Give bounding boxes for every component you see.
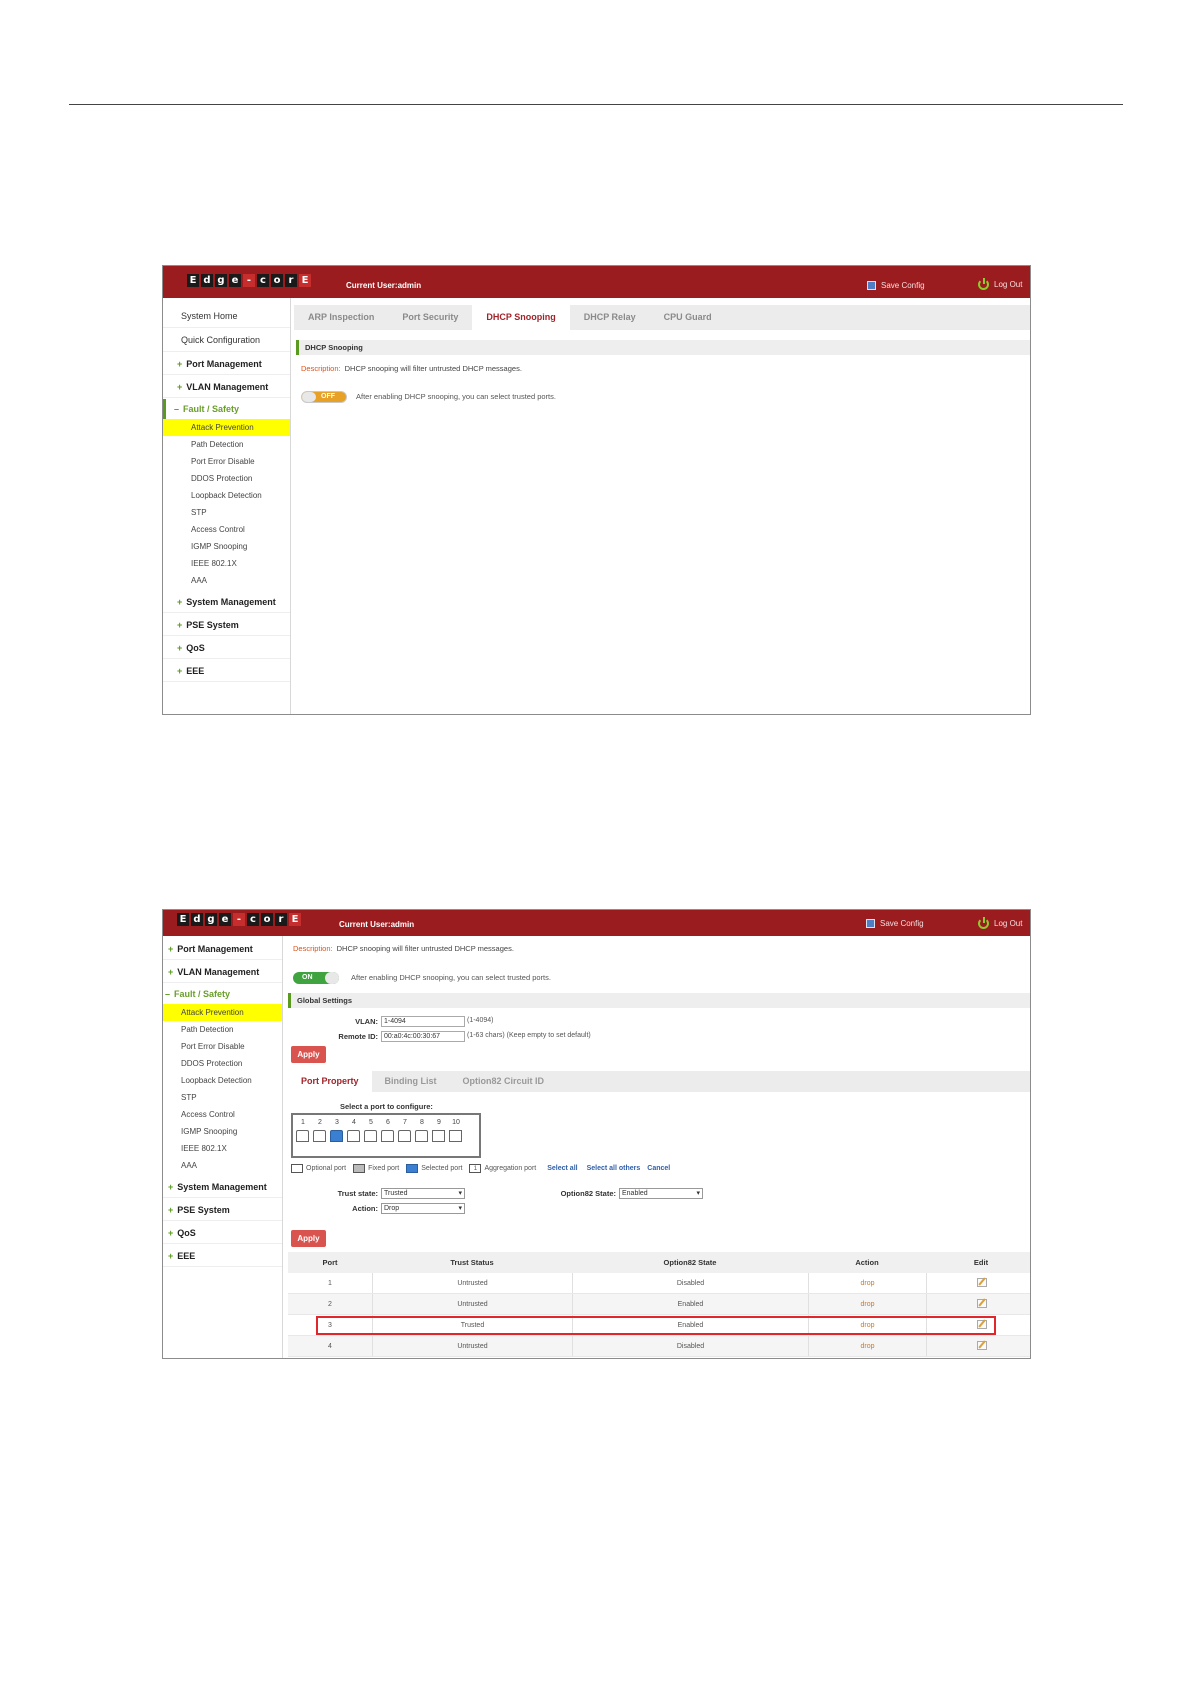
- cell-action: drop: [808, 1336, 926, 1356]
- trust-state-label: Trust state:: [337, 1189, 378, 1198]
- sidebar-item-label: Fault / Safety: [183, 404, 240, 414]
- sidebar-item-eee[interactable]: [163, 1245, 282, 1267]
- sidebar: [163, 936, 283, 1358]
- cell-edit: [926, 1294, 1031, 1314]
- cancel-link[interactable]: Cancel: [647, 1165, 671, 1172]
- sidebar-item-port-management[interactable]: [163, 353, 290, 375]
- sidebar-item-label: VLAN Management: [177, 967, 260, 977]
- port-number: 4: [352, 1119, 356, 1126]
- port-number: 3: [335, 1119, 339, 1126]
- sidebar-item-label: Access Control: [181, 1110, 235, 1119]
- sidebar-item-label: Port Error Disable: [191, 457, 255, 466]
- sidebar-item-fault-safety[interactable]: [163, 399, 290, 419]
- log-out-button[interactable]: [978, 918, 1022, 929]
- option82-state-label: Option82 State:: [560, 1189, 616, 1198]
- plus-icon: +: [168, 1251, 174, 1261]
- tab-binding-list[interactable]: Binding List: [384, 1076, 437, 1086]
- port-number: 7: [403, 1119, 407, 1126]
- sidebar-item-loopback-detection[interactable]: [163, 1072, 282, 1089]
- description: [301, 364, 522, 373]
- logo-letter: c: [257, 274, 269, 287]
- sidebar-item-vlan-management[interactable]: [163, 961, 282, 983]
- port-legend: [291, 1164, 670, 1173]
- sidebar: [163, 298, 291, 714]
- sidebar-item-label: Loopback Detection: [181, 1076, 252, 1085]
- page-header-rule: [69, 104, 1123, 105]
- port-number: 1: [301, 1119, 305, 1126]
- logo-letter: d: [191, 913, 203, 926]
- optional-port-icon: [291, 1164, 303, 1173]
- sidebar-item-qos[interactable]: [163, 1222, 282, 1244]
- log-out-button[interactable]: [978, 279, 1022, 290]
- logo-letter: E: [299, 274, 311, 287]
- edgecore-logo: [187, 274, 311, 287]
- sidebar-item-eee[interactable]: [163, 660, 290, 682]
- sidebar-item-label: System Home: [181, 311, 238, 321]
- section-title: DHCP Snooping: [296, 340, 1030, 355]
- remote-id-input[interactable]: 00:a0:4c:00:30:67: [381, 1031, 465, 1042]
- sidebar-item-system-management[interactable]: [163, 1176, 282, 1198]
- logo-letter: E: [187, 274, 199, 287]
- sidebar-item-aaa[interactable]: [163, 572, 290, 589]
- sidebar-item-port-error-disable[interactable]: [163, 453, 290, 470]
- cell-trust-status: Untrusted: [372, 1336, 572, 1356]
- description-label: Description:: [301, 364, 341, 373]
- sidebar-item-loopback-detection[interactable]: [163, 487, 290, 504]
- logo-letter: r: [275, 913, 287, 926]
- main-content: [283, 936, 1030, 1358]
- cell-edit: [926, 1336, 1031, 1356]
- log-out-label: Log Out: [994, 919, 1023, 928]
- port-9[interactable]: [432, 1130, 445, 1142]
- description-label: Description:: [293, 944, 333, 953]
- logo-letter: o: [271, 274, 283, 287]
- trust-state-select[interactable]: Trusted ▾: [381, 1188, 465, 1199]
- port-4[interactable]: [347, 1130, 360, 1142]
- edit-icon[interactable]: [977, 1341, 987, 1350]
- plus-icon: +: [177, 643, 183, 653]
- sidebar-item-label: STP: [191, 508, 207, 517]
- select-all-link[interactable]: Select all: [547, 1165, 578, 1172]
- logo-letter: r: [285, 274, 297, 287]
- sidebar-item-attack-prevention[interactable]: [163, 419, 290, 436]
- global-settings-title: Global Settings: [288, 993, 1030, 1008]
- logo-letter: -: [243, 274, 255, 287]
- save-config-label: Save Config: [881, 281, 925, 290]
- sidebar-item-ddos-protection[interactable]: [163, 470, 290, 487]
- main-content: [291, 298, 1030, 714]
- save-config-label: Save Config: [880, 919, 924, 928]
- edit-icon[interactable]: [977, 1278, 987, 1287]
- sidebar-item-label: IGMP Snooping: [191, 542, 248, 551]
- port-3[interactable]: [330, 1130, 343, 1142]
- current-user-label: Current User:admin: [339, 920, 415, 929]
- plus-icon: +: [168, 1228, 174, 1238]
- sub-tab-bar: [288, 1071, 1030, 1092]
- toggle-note: After enabling DHCP snooping, you can select trusted ports.: [356, 392, 556, 401]
- sidebar-item-ieee-8021x[interactable]: [163, 1140, 282, 1157]
- edit-icon[interactable]: [977, 1320, 987, 1329]
- sidebar-item-label: IGMP Snooping: [181, 1127, 238, 1136]
- power-icon: [978, 279, 989, 290]
- logo-letter: g: [205, 913, 217, 926]
- sidebar-item-quick-configuration[interactable]: [163, 329, 290, 352]
- cell-port: 4: [328, 1343, 332, 1350]
- power-icon: [978, 918, 989, 929]
- logo-letter: g: [215, 274, 227, 287]
- cell-option82-state: Enabled: [572, 1294, 808, 1314]
- top-bar: [163, 266, 1030, 298]
- sidebar-item-label: STP: [181, 1093, 197, 1102]
- sidebar-item-label: Attack Prevention: [181, 1008, 244, 1017]
- legend-selected: Selected port: [421, 1165, 463, 1172]
- sidebar-item-fault-safety[interactable]: [163, 984, 282, 1004]
- logo-letter: E: [289, 913, 301, 926]
- sidebar-item-access-control[interactable]: [163, 1106, 282, 1123]
- port-2[interactable]: [313, 1130, 326, 1142]
- selected-port-icon: [406, 1164, 418, 1173]
- plus-icon: +: [168, 1205, 174, 1215]
- sidebar-item-label: Quick Configuration: [181, 335, 261, 345]
- logo-letter: d: [201, 274, 213, 287]
- sidebar-item-path-detection[interactable]: [163, 436, 290, 453]
- cell-port: 2: [328, 1301, 332, 1308]
- edit-icon[interactable]: [977, 1299, 987, 1308]
- description: [293, 944, 514, 953]
- sidebar-item-label: DDOS Protection: [181, 1059, 243, 1068]
- sidebar-item-label: DDOS Protection: [191, 474, 253, 483]
- logo-letter: e: [229, 274, 241, 287]
- cell-trust-status: Trusted: [372, 1315, 572, 1335]
- current-user-label: Current User:admin: [346, 281, 422, 290]
- cell-action: drop: [808, 1273, 926, 1293]
- sidebar-item-ddos-protection[interactable]: [163, 1055, 282, 1072]
- plus-icon: +: [177, 359, 183, 369]
- port-number: 9: [437, 1119, 441, 1126]
- sidebar-item-system-home[interactable]: [163, 305, 290, 328]
- sidebar-item-label: QoS: [177, 1228, 196, 1238]
- sidebar-item-path-detection[interactable]: [163, 1021, 282, 1038]
- sidebar-item-label: System Management: [177, 1182, 267, 1192]
- cell-trust-status: Untrusted: [372, 1273, 572, 1293]
- port-number: 6: [386, 1119, 390, 1126]
- sidebar-item-igmp-snooping[interactable]: [163, 1123, 282, 1140]
- toggle-note: After enabling DHCP snooping, you can select trusted ports.: [351, 973, 551, 982]
- minus-icon: –: [174, 404, 180, 414]
- edgecore-logo: [177, 913, 301, 926]
- save-icon: [867, 281, 876, 290]
- tab-port-property[interactable]: Port Property: [288, 1071, 372, 1092]
- vlan-hint: (1-4094): [467, 1017, 494, 1024]
- cell-action: drop: [808, 1294, 926, 1314]
- sidebar-item-aaa[interactable]: [163, 1157, 282, 1174]
- sidebar-item-vlan-management[interactable]: [163, 376, 290, 398]
- port-number: 2: [318, 1119, 322, 1126]
- cell-trust-status: Untrusted: [372, 1294, 572, 1314]
- action-select[interactable]: Drop ▾: [381, 1203, 465, 1214]
- column-header-port: Port: [322, 1258, 338, 1267]
- sidebar-item-stp[interactable]: [163, 1089, 282, 1106]
- column-header-trust-status: Trust Status: [450, 1258, 494, 1267]
- sidebar-item-pse-system[interactable]: [163, 614, 290, 636]
- sidebar-item-igmp-snooping[interactable]: [163, 538, 290, 555]
- port-1[interactable]: [296, 1130, 309, 1142]
- cell-port: 1: [328, 1280, 332, 1287]
- plus-icon: +: [177, 666, 183, 676]
- sidebar-item-port-error-disable[interactable]: [163, 1038, 282, 1055]
- plus-icon: +: [177, 597, 183, 607]
- sidebar-item-pse-system[interactable]: [163, 1199, 282, 1221]
- fixed-port-icon: [353, 1164, 365, 1173]
- tab-option82-circuit-id[interactable]: Option82 Circuit ID: [462, 1076, 545, 1086]
- sidebar-item-label: EEE: [186, 666, 205, 676]
- column-header-edit: Edit: [973, 1258, 989, 1267]
- port-number: 8: [420, 1119, 424, 1126]
- cell-edit: [926, 1315, 1031, 1335]
- save-icon: [866, 919, 875, 928]
- toggle-state-label: OFF: [321, 393, 335, 400]
- remote-id-label: Remote ID:: [338, 1032, 378, 1041]
- tab-arp-inspection[interactable]: ARP Inspection: [308, 312, 375, 322]
- cell-action: drop: [808, 1315, 926, 1335]
- table-row: [288, 1336, 1030, 1357]
- minus-icon: –: [165, 989, 171, 999]
- port-panel: [291, 1113, 481, 1158]
- sidebar-item-attack-prevention[interactable]: [163, 1004, 282, 1021]
- top-bar: [163, 910, 1030, 936]
- sidebar-item-stp[interactable]: [163, 504, 290, 521]
- save-config-button[interactable]: [866, 919, 924, 928]
- logo-letter: -: [233, 913, 245, 926]
- legend-aggregation: Aggregation port: [484, 1165, 537, 1172]
- sidebar-item-label: Access Control: [191, 525, 245, 534]
- cell-edit: [926, 1273, 1031, 1293]
- port-number: 10: [452, 1119, 460, 1126]
- cell-option82-state: Enabled: [572, 1315, 808, 1335]
- sidebar-item-port-management[interactable]: [163, 938, 282, 960]
- tab-cpu-guard[interactable]: CPU Guard: [663, 312, 712, 322]
- screenshot-dhcp-snooping-on: [162, 909, 1031, 1359]
- column-header-option82-state: Option82 State: [663, 1258, 717, 1267]
- apply-global-button[interactable]: Apply: [291, 1046, 326, 1063]
- plus-icon: +: [168, 944, 174, 954]
- sidebar-item-label: Port Management: [186, 359, 262, 369]
- sidebar-item-label: Attack Prevention: [191, 423, 254, 432]
- table-row: [288, 1294, 1030, 1315]
- option82-state-select[interactable]: Enabled ▾: [619, 1188, 703, 1199]
- description-text: DHCP snooping will filter untrusted DHCP messages.: [344, 364, 522, 373]
- sidebar-item-label: Fault / Safety: [174, 989, 231, 999]
- sidebar-item-label: VLAN Management: [186, 382, 269, 392]
- sidebar-item-label: Port Management: [177, 944, 253, 954]
- legend-optional: Optional port: [306, 1165, 347, 1172]
- port-8[interactable]: [415, 1130, 428, 1142]
- vlan-label: VLAN:: [355, 1017, 378, 1026]
- table-header: [288, 1252, 1030, 1273]
- save-config-button[interactable]: [867, 281, 925, 290]
- tab-dhcp-relay[interactable]: DHCP Relay: [583, 312, 636, 322]
- plus-icon: +: [177, 382, 183, 392]
- plus-icon: +: [177, 620, 183, 630]
- action-label: Action:: [352, 1204, 378, 1213]
- plus-icon: +: [168, 967, 174, 977]
- sidebar-item-label: QoS: [186, 643, 205, 653]
- dhcp-snooping-toggle[interactable]: [293, 972, 339, 984]
- log-out-label: Log Out: [994, 280, 1023, 289]
- port-select-label: Select a port to configure:: [340, 1102, 433, 1111]
- aggregation-port-icon: 1: [469, 1164, 481, 1173]
- sidebar-item-access-control[interactable]: [163, 521, 290, 538]
- table-row: [288, 1315, 1030, 1336]
- sidebar-item-label: AAA: [191, 576, 208, 585]
- sidebar-item-label: Port Error Disable: [181, 1042, 245, 1051]
- remote-id-hint: (1-63 chars) (Keep empty to set default): [467, 1032, 591, 1039]
- sidebar-item-label: System Management: [186, 597, 276, 607]
- logo-letter: e: [219, 913, 231, 926]
- sidebar-item-label: IEEE 802.1X: [191, 559, 237, 568]
- port-5[interactable]: [364, 1130, 377, 1142]
- vlan-input[interactable]: 1-4094: [381, 1016, 465, 1027]
- screenshot-dhcp-snooping-off: [162, 265, 1031, 715]
- sidebar-item-label: Path Detection: [181, 1025, 234, 1034]
- sidebar-item-label: EEE: [177, 1251, 196, 1261]
- port-7[interactable]: [398, 1130, 411, 1142]
- sidebar-item-label: Loopback Detection: [191, 491, 262, 500]
- toggle-state-label: ON: [302, 974, 313, 981]
- logo-letter: c: [247, 913, 259, 926]
- tab-port-security[interactable]: Port Security: [402, 312, 459, 322]
- port-6[interactable]: [381, 1130, 394, 1142]
- cell-port: 3: [328, 1322, 332, 1329]
- description-text: DHCP snooping will filter untrusted DHCP messages.: [336, 944, 514, 953]
- port-10[interactable]: [449, 1130, 462, 1142]
- table-row: [288, 1273, 1030, 1294]
- sidebar-item-qos[interactable]: [163, 637, 290, 659]
- column-header-action: Action: [855, 1258, 879, 1267]
- sidebar-item-label: AAA: [181, 1161, 198, 1170]
- plus-icon: +: [168, 1182, 174, 1192]
- legend-fixed: Fixed port: [368, 1165, 400, 1172]
- cell-option82-state: Disabled: [572, 1273, 808, 1293]
- sidebar-item-label: PSE System: [177, 1205, 230, 1215]
- port-number: 5: [369, 1119, 373, 1126]
- cell-option82-state: Disabled: [572, 1336, 808, 1356]
- apply-port-button[interactable]: Apply: [291, 1230, 326, 1247]
- sidebar-item-label: PSE System: [186, 620, 239, 630]
- sidebar-item-ieee-8021x[interactable]: [163, 555, 290, 572]
- sidebar-item-label: IEEE 802.1X: [181, 1144, 227, 1153]
- logo-letter: E: [177, 913, 189, 926]
- tab-dhcp-snooping[interactable]: DHCP Snooping: [472, 305, 569, 330]
- sidebar-item-system-management[interactable]: [163, 591, 290, 613]
- select-all-others-link[interactable]: Select all others: [586, 1165, 641, 1172]
- sidebar-item-label: Path Detection: [191, 440, 244, 449]
- logo-letter: o: [261, 913, 273, 926]
- tab-bar: [294, 305, 1030, 330]
